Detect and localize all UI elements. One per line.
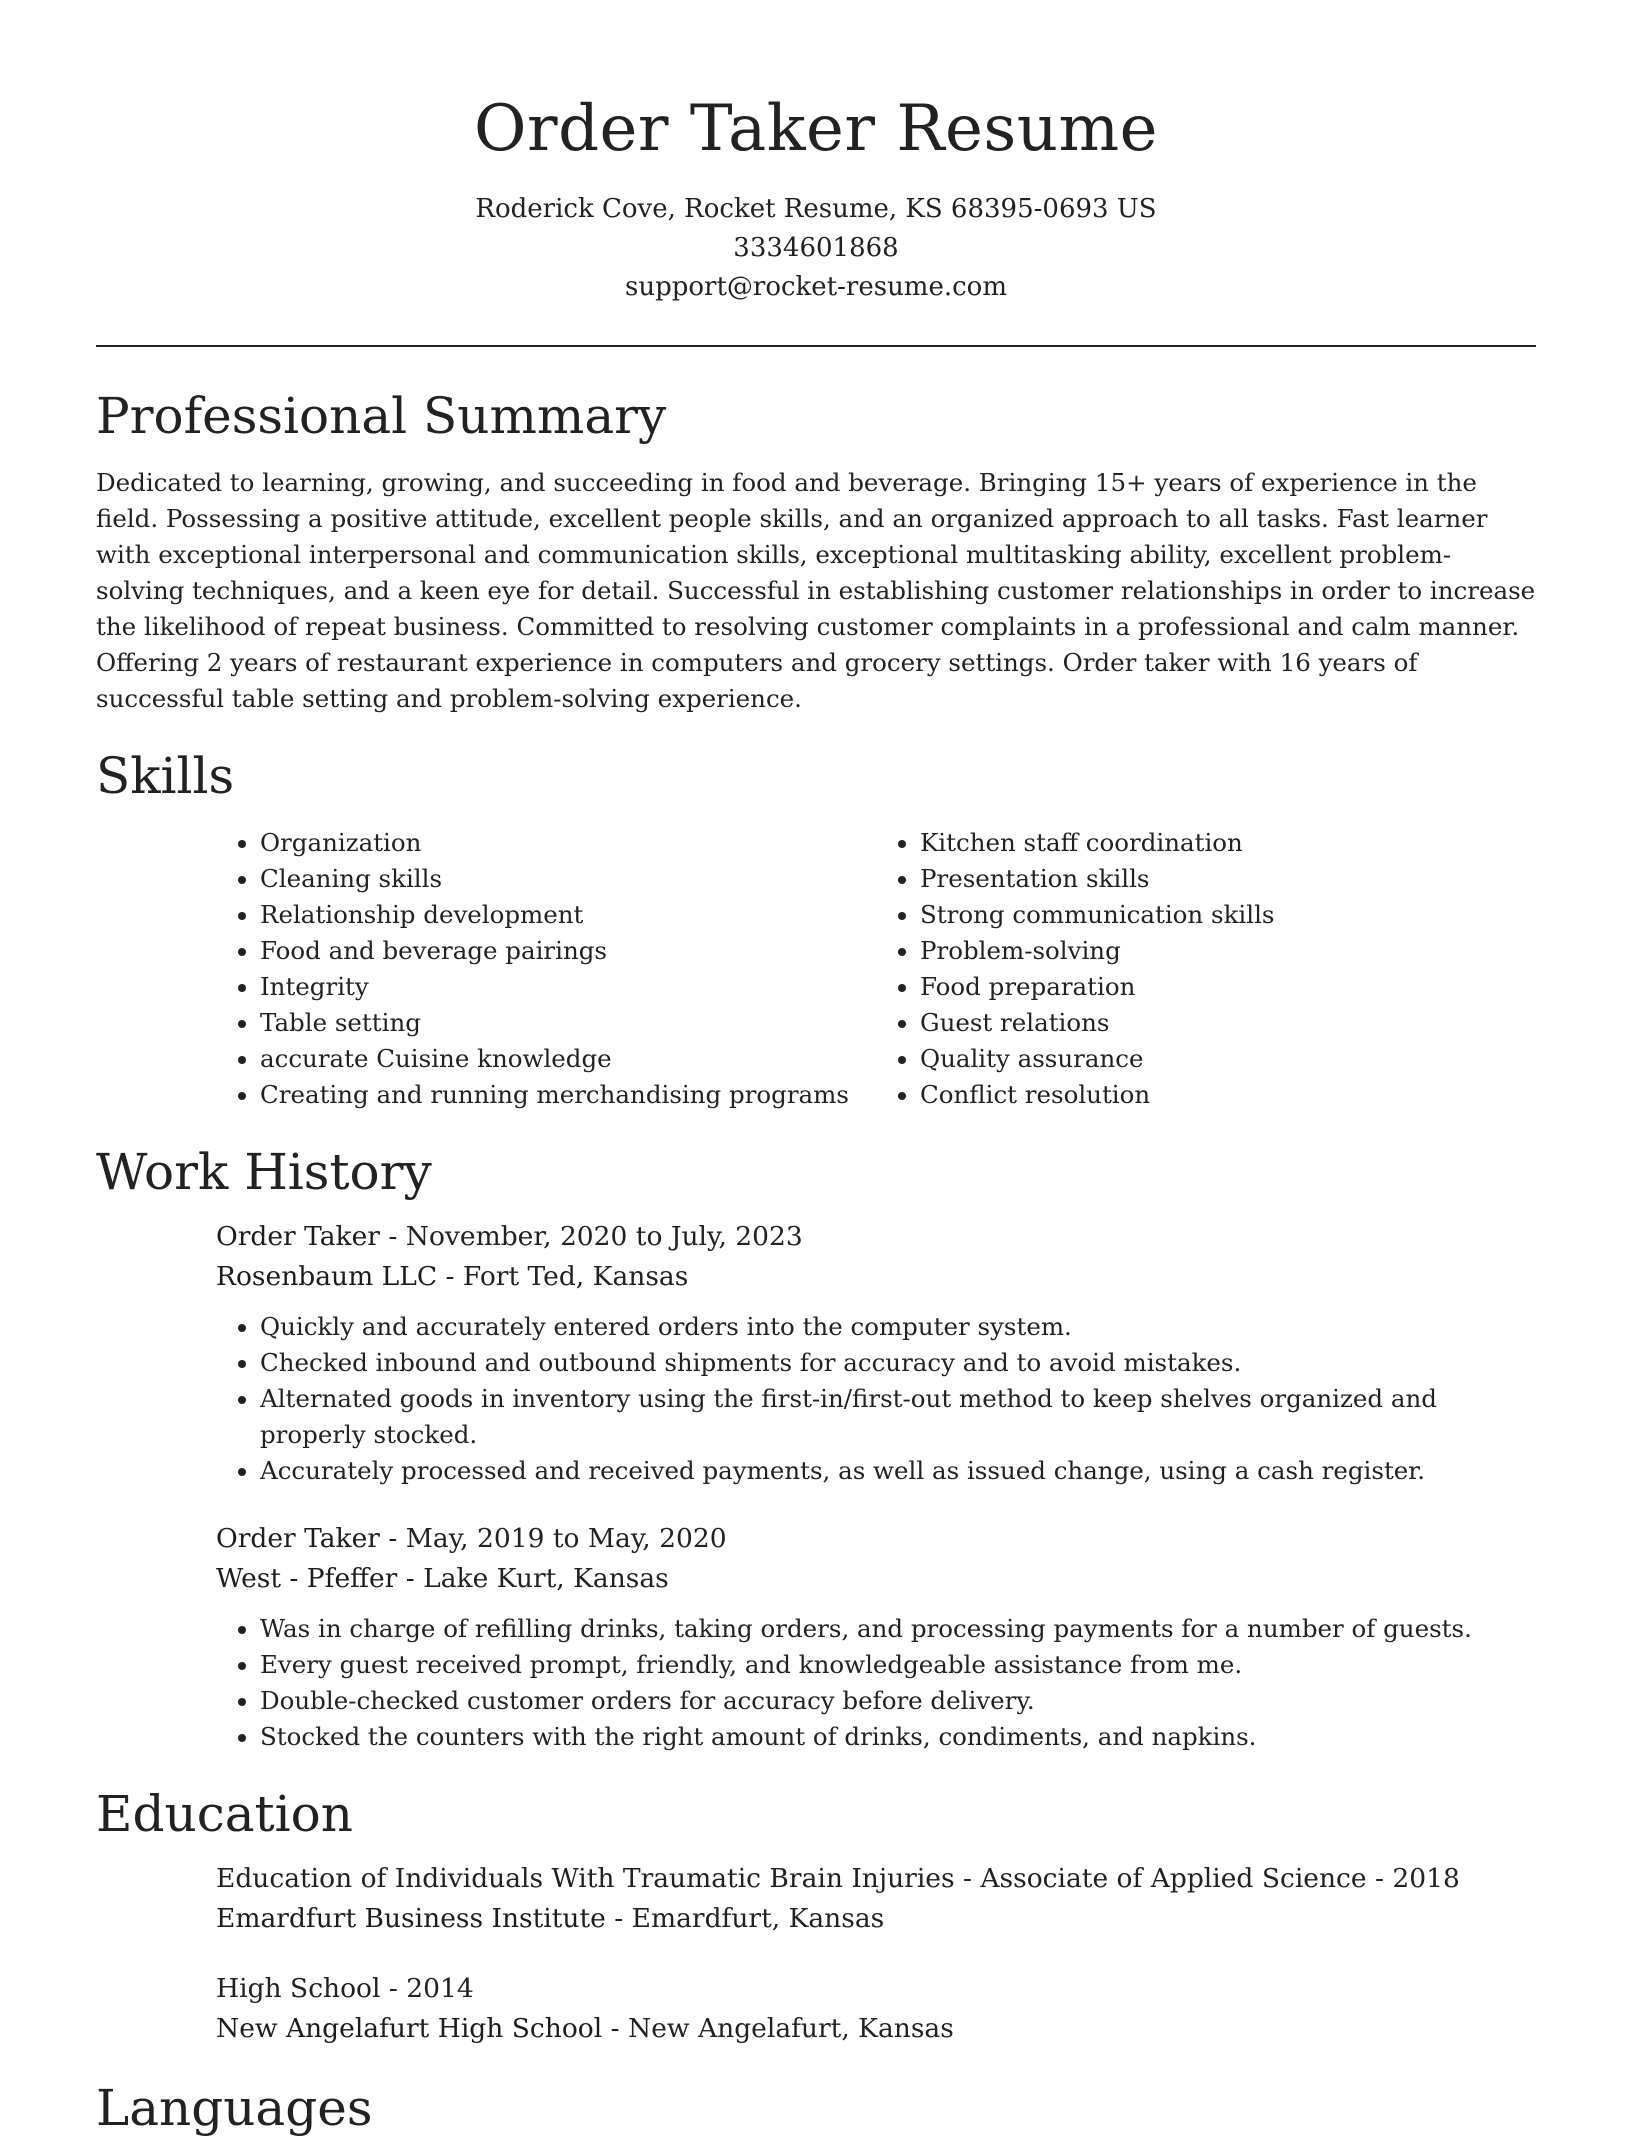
skill-item: • Table setting — [260, 1005, 876, 1041]
job-entry — [216, 1519, 1536, 1755]
job-entry — [216, 1217, 1536, 1489]
entry-gap — [96, 1939, 1536, 1969]
skills-list-right — [876, 825, 1536, 1113]
education-heading: Education — [96, 1785, 353, 1843]
job-bullet: • Stocked the counters with the right amount of drinks, condiments, and napkins. — [260, 1719, 1536, 1755]
job-company: Rosenbaum LLC — [216, 1261, 438, 1292]
job-bullet: • Alternated goods in inventory using the first-in/first-out method to keep shelves organized and properly stocked. — [260, 1381, 1536, 1453]
education-location: - New Angelafurt, Kansas — [602, 2013, 954, 2044]
job-title-line — [216, 1217, 1536, 1257]
entry-gap — [96, 1489, 1536, 1519]
skill-item: • Cleaning skills — [260, 861, 876, 897]
resume-title: Order Taker Resume — [474, 92, 1158, 166]
contact-phone: 3334601868 — [733, 233, 899, 263]
job-bullets — [216, 1611, 1536, 1755]
education-school: Emardfurt Business Institute — [216, 1903, 606, 1934]
job-title: Order Taker — [216, 1523, 380, 1554]
job-dates: - May, 2019 to May, 2020 — [379, 1523, 727, 1554]
skill-item: • Organization — [260, 825, 876, 861]
skill-item: • Creating and running merchandising programs — [260, 1077, 876, 1113]
job-title-line — [216, 1519, 1536, 1559]
skills-section — [96, 741, 1536, 1113]
job-dates: - November, 2020 to July, 2023 — [379, 1221, 803, 1252]
skill-item: • Quality assurance — [920, 1041, 1536, 1077]
work-heading: Work History — [96, 1143, 432, 1201]
skills-columns — [216, 825, 1536, 1113]
skill-item: • Relationship development — [260, 897, 876, 933]
education-degree: High School - 2014 — [216, 1973, 474, 2004]
skill-item: • Conflict resolution — [920, 1077, 1536, 1113]
skills-list-left — [216, 825, 876, 1113]
job-bullet: • Was in charge of refilling drinks, taking orders, and processing payments for a number of guests. — [260, 1611, 1536, 1647]
education-entry — [216, 1969, 1536, 2049]
job-title: Order Taker — [216, 1221, 380, 1252]
summary-heading: Professional Summary — [96, 387, 667, 445]
job-bullet: • Every guest received prompt, friendly, and knowledgeable assistance from me. — [260, 1647, 1536, 1683]
job-org-line — [216, 1559, 1536, 1599]
job-company: West - Pfeffer — [216, 1563, 398, 1594]
skill-item: • Presentation skills — [920, 861, 1536, 897]
summary-section — [96, 381, 1536, 717]
summary-text: Dedicated to learning, growing, and succeeding in food and beverage. Bringing 15+ years of experience in the field. Possessing a positive attitude, excellent people skills, and an organized approach to all tasks. Fast learner with exceptional interpersonal and communication skills, exceptional multitasking ability, excellent problem-solving techniques, and a keen eye for detail. Successful in establishing customer relationships in order to increase the likelihood of repeat business. Committed to resolving customer complaints in a professional and calm manner. Offering 2 years of restaurant experience in computers and grocery settings. Order taker with 16 years of successful table setting and problem-solving experience. — [96, 468, 1536, 713]
skill-item: • Food and beverage pairings — [260, 933, 876, 969]
languages-section — [96, 2073, 1536, 2143]
header-divider — [96, 345, 1536, 347]
education-degree: Education of Individuals With Traumatic Brain Injuries - Associate of Applied Science - 2018 — [216, 1863, 1460, 1894]
resume-header — [96, 0, 1536, 307]
job-bullet: • Quickly and accurately entered orders into the computer system. — [260, 1309, 1536, 1345]
resume-page — [96, 0, 1536, 2143]
education-school-line — [216, 2009, 1536, 2049]
work-section — [96, 1137, 1536, 1755]
job-bullet: • Accurately processed and received payments, as well as issued change, using a cash register. — [260, 1453, 1536, 1489]
job-bullet: • Checked inbound and outbound shipments for accuracy and to avoid mistakes. — [260, 1345, 1536, 1381]
education-school-line — [216, 1899, 1536, 1939]
skills-heading: Skills — [96, 747, 235, 805]
skill-item: • Integrity — [260, 969, 876, 1005]
contact-block — [96, 190, 1536, 307]
education-entry — [216, 1859, 1536, 1939]
languages-heading: Languages — [96, 2079, 373, 2137]
job-bullets — [216, 1309, 1536, 1489]
education-location: - Emardfurt, Kansas — [605, 1903, 885, 1934]
skill-item: • Food preparation — [920, 969, 1536, 1005]
skill-item: • Problem-solving — [920, 933, 1536, 969]
contact-email[interactable]: support@rocket-resume.com — [624, 272, 1007, 302]
job-location: - Lake Kurt, Kansas — [397, 1563, 669, 1594]
job-org-line — [216, 1257, 1536, 1297]
skill-item: • Kitchen staff coordination — [920, 825, 1536, 861]
skill-item: • accurate Cuisine knowledge — [260, 1041, 876, 1077]
job-bullet: • Double-checked customer orders for accuracy before delivery. — [260, 1683, 1536, 1719]
contact-address: Roderick Cove, Rocket Resume, KS 68395-0693 US — [475, 194, 1157, 224]
skill-item: • Strong communication skills — [920, 897, 1536, 933]
skill-item: • Guest relations — [920, 1005, 1536, 1041]
education-school: New Angelafurt High School — [216, 2013, 603, 2044]
job-location: - Fort Ted, Kansas — [437, 1261, 689, 1292]
education-section — [96, 1779, 1536, 2049]
